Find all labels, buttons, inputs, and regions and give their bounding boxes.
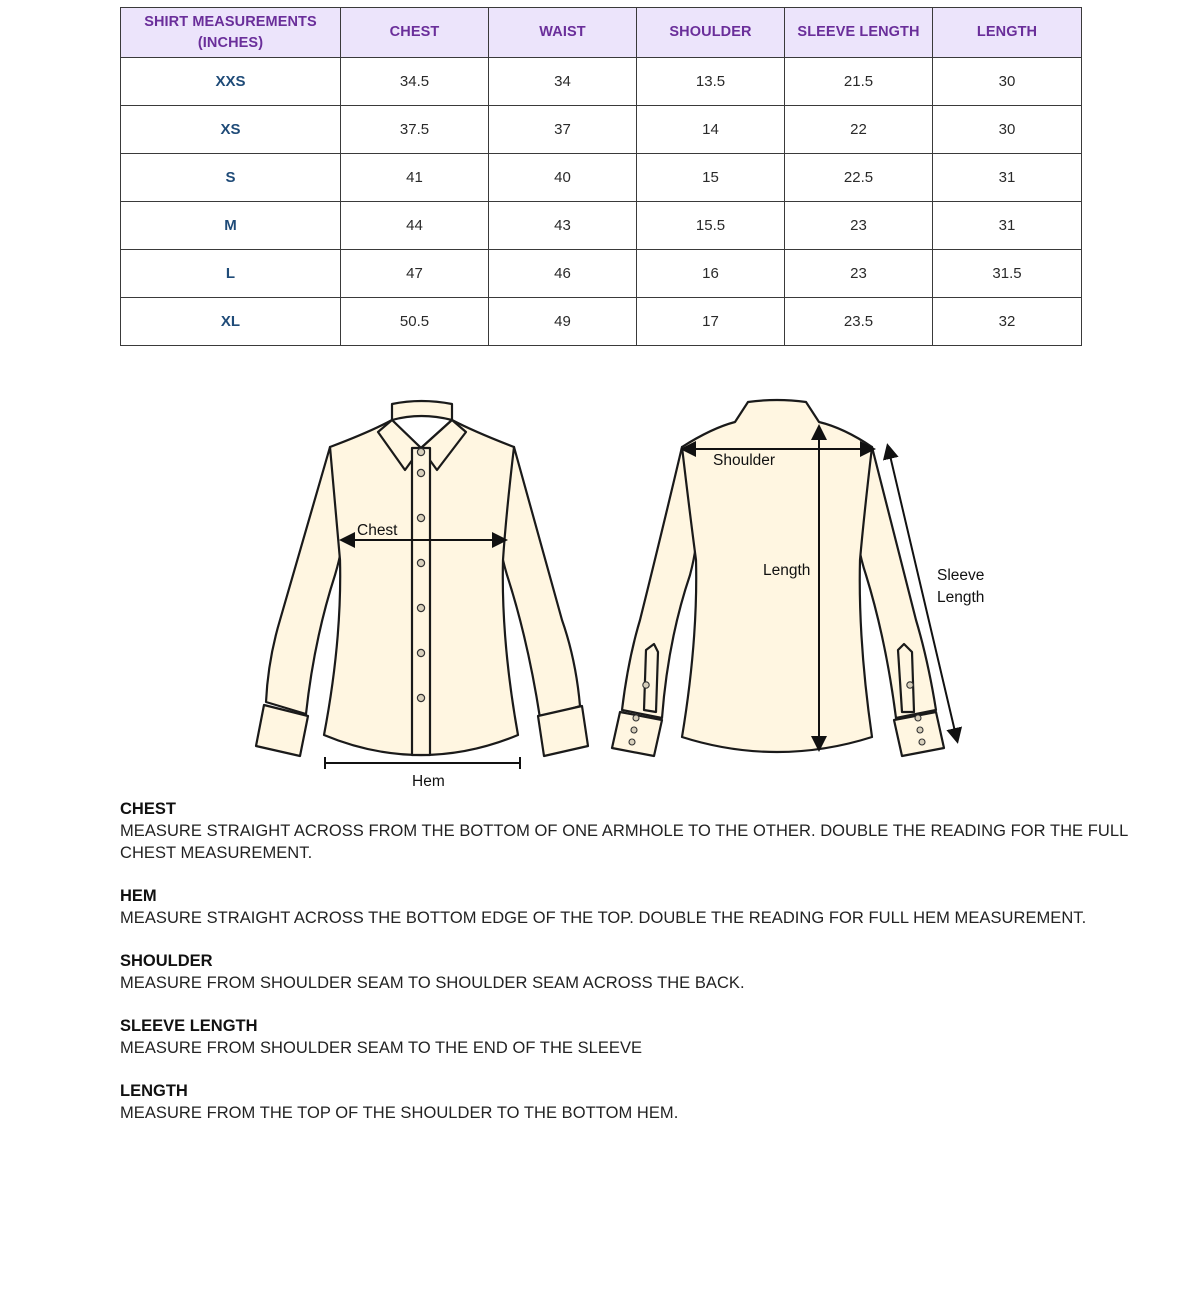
- note-title: LENGTH: [120, 1082, 188, 1100]
- length-cell: 31.5: [933, 250, 1082, 298]
- sleeve-cell: 21.5: [785, 58, 933, 106]
- size-cell: XXS: [121, 58, 341, 106]
- table-row: [121, 202, 1082, 250]
- header-length: LENGTH: [933, 8, 1082, 58]
- waist-cell: 43: [489, 202, 637, 250]
- sleeve-label-line1: Sleeve: [937, 567, 985, 584]
- note-title: CHEST: [120, 800, 176, 818]
- waist-cell: 46: [489, 250, 637, 298]
- note-text: MEASURE STRAIGHT ACROSS FROM THE BOTTOM OF ONE ARMHOLE TO THE OTHER. DOUBLE THE READING FOR THE FULL CHEST MEASUREMENT.: [120, 822, 1128, 862]
- note-text: MEASURE FROM SHOULDER SEAM TO THE END OF THE SLEEVE: [120, 1039, 643, 1057]
- header-sleeve-length: SLEEVE LENGTH: [785, 8, 933, 58]
- shoulder-cell: 15: [637, 154, 785, 202]
- header-chest: CHEST: [341, 8, 489, 58]
- chest-cell: 50.5: [341, 298, 489, 346]
- note-sleeve-length: [120, 1015, 1180, 1059]
- note-text: MEASURE STRAIGHT ACROSS THE BOTTOM EDGE OF THE TOP. DOUBLE THE READING FOR FULL HEM MEASUREMENT.: [120, 909, 1087, 927]
- size-cell: XL: [121, 298, 341, 346]
- header-size: SHIRT MEASUREMENTS (INCHES): [121, 8, 341, 58]
- size-chart-table: [120, 7, 1082, 346]
- note-title: HEM: [120, 887, 157, 905]
- chest-label: Chest: [357, 522, 398, 539]
- sleeve-cell: 23: [785, 250, 933, 298]
- length-cell: 30: [933, 106, 1082, 154]
- note-shoulder: [120, 950, 1180, 994]
- shoulder-cell: 14: [637, 106, 785, 154]
- length-cell: 32: [933, 298, 1082, 346]
- shoulder-cell: 13.5: [637, 58, 785, 106]
- waist-cell: 34: [489, 58, 637, 106]
- chest-cell: 44: [341, 202, 489, 250]
- hem-label: Hem: [412, 773, 445, 790]
- note-text: MEASURE FROM SHOULDER SEAM TO SHOULDER SEAM ACROSS THE BACK.: [120, 974, 745, 992]
- note-title: SLEEVE LENGTH: [120, 1017, 258, 1035]
- waist-cell: 40: [489, 154, 637, 202]
- shoulder-cell: 15.5: [637, 202, 785, 250]
- length-cell: 31: [933, 202, 1082, 250]
- note-chest: [120, 798, 1180, 864]
- size-cell: S: [121, 154, 341, 202]
- note-hem: [120, 885, 1180, 929]
- length-label: Length: [763, 562, 811, 579]
- chest-cell: 47: [341, 250, 489, 298]
- table-row: [121, 154, 1082, 202]
- note-title: SHOULDER: [120, 952, 213, 970]
- measurement-instructions: [120, 798, 1180, 1145]
- chest-cell: 34.5: [341, 58, 489, 106]
- shoulder-label: Shoulder: [713, 452, 776, 469]
- table-row: [121, 298, 1082, 346]
- shoulder-cell: 16: [637, 250, 785, 298]
- table-header-row: [121, 8, 1082, 58]
- header-waist: WAIST: [489, 8, 637, 58]
- sleeve-cell: 23: [785, 202, 933, 250]
- note-text: MEASURE FROM THE TOP OF THE SHOULDER TO THE BOTTOM HEM.: [120, 1104, 679, 1122]
- table-row: [121, 106, 1082, 154]
- table-row: [121, 250, 1082, 298]
- length-cell: 30: [933, 58, 1082, 106]
- waist-cell: 37: [489, 106, 637, 154]
- table-row: [121, 58, 1082, 106]
- sleeve-cell: 23.5: [785, 298, 933, 346]
- waist-cell: 49: [489, 298, 637, 346]
- length-cell: 31: [933, 154, 1082, 202]
- sleeve-label-line2: Length: [937, 589, 985, 606]
- header-shoulder: SHOULDER: [637, 8, 785, 58]
- sleeve-cell: 22.5: [785, 154, 933, 202]
- sleeve-cell: 22: [785, 106, 933, 154]
- size-cell: M: [121, 202, 341, 250]
- shirt-measurement-illustration: [230, 378, 985, 798]
- chest-cell: 41: [341, 154, 489, 202]
- note-length: [120, 1080, 1180, 1124]
- size-cell: L: [121, 250, 341, 298]
- size-cell: XS: [121, 106, 341, 154]
- shoulder-cell: 17: [637, 298, 785, 346]
- chest-cell: 37.5: [341, 106, 489, 154]
